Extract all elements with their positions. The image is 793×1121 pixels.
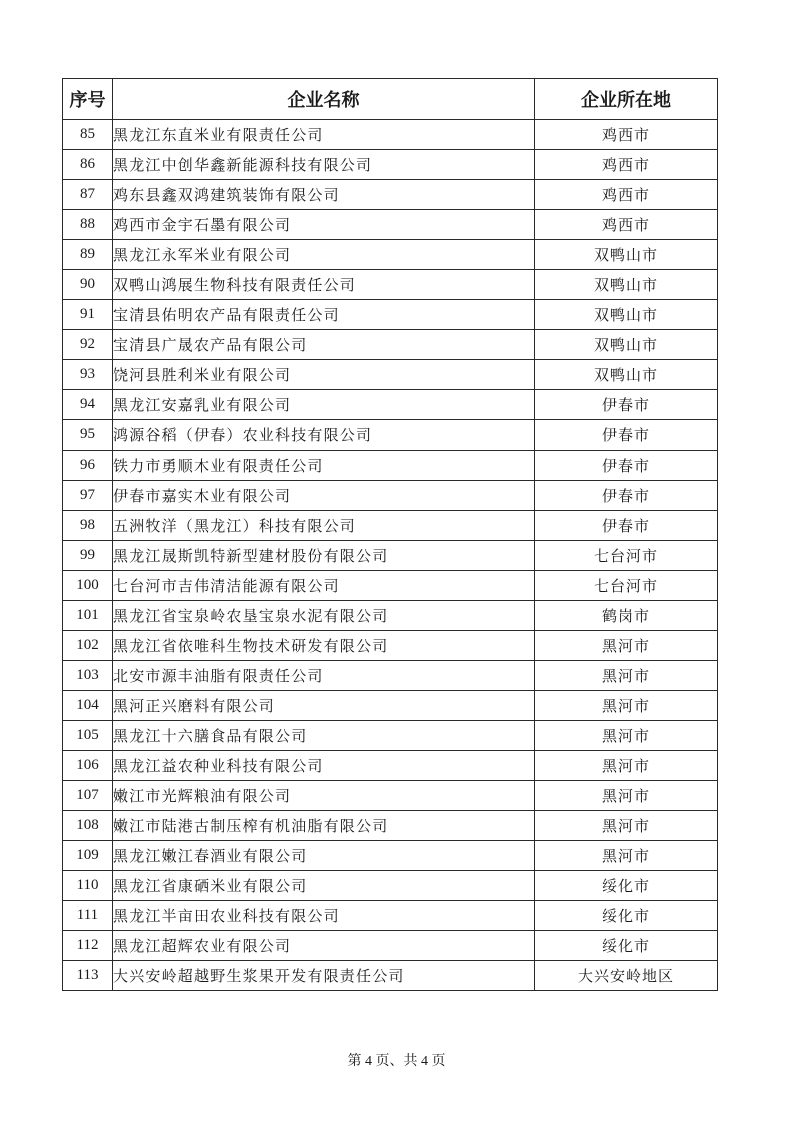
row-enterprise-location: 绥化市 [535,901,718,931]
row-serial-number: 110 [63,871,113,901]
row-serial-number: 92 [63,330,113,360]
row-enterprise-name: 黑龙江十六膳食品有限公司 [113,720,535,750]
row-enterprise-location: 双鸭山市 [535,240,718,270]
row-enterprise-location: 黑河市 [535,781,718,811]
row-enterprise-name: 黑河正兴磨料有限公司 [113,690,535,720]
row-serial-number: 111 [63,901,113,931]
row-enterprise-name: 鸡东县鑫双鸿建筑装饰有限公司 [113,180,535,210]
row-serial-number: 102 [63,630,113,660]
row-serial-number: 103 [63,660,113,690]
row-serial-number: 94 [63,390,113,420]
row-serial-number: 87 [63,180,113,210]
row-enterprise-location: 鸡西市 [535,180,718,210]
row-enterprise-location: 双鸭山市 [535,330,718,360]
row-enterprise-location: 黑河市 [535,750,718,780]
row-enterprise-name: 黑龙江半亩田农业科技有限公司 [113,901,535,931]
table-row [63,390,718,420]
row-enterprise-name: 北安市源丰油脂有限责任公司 [113,660,535,690]
row-serial-number: 91 [63,300,113,330]
row-enterprise-name: 七台河市吉伟清洁能源有限公司 [113,570,535,600]
row-enterprise-location: 绥化市 [535,931,718,961]
row-enterprise-name: 黑龙江东直米业有限责任公司 [113,120,535,150]
table-row [63,961,718,991]
row-enterprise-location: 黑河市 [535,841,718,871]
table-row [63,180,718,210]
table-row [63,630,718,660]
row-serial-number: 101 [63,600,113,630]
row-enterprise-name: 黑龙江省宝泉岭农垦宝泉水泥有限公司 [113,600,535,630]
row-enterprise-name: 黑龙江安嘉乳业有限公司 [113,390,535,420]
table-row [63,270,718,300]
row-serial-number: 109 [63,841,113,871]
row-enterprise-location: 黑河市 [535,811,718,841]
row-enterprise-name: 饶河县胜利米业有限公司 [113,360,535,390]
row-enterprise-location: 伊春市 [535,420,718,450]
row-serial-number: 105 [63,720,113,750]
table-row [63,510,718,540]
row-enterprise-location: 双鸭山市 [535,270,718,300]
table-row [63,750,718,780]
row-enterprise-name: 嫩江市陆港古制压榨有机油脂有限公司 [113,811,535,841]
row-enterprise-location: 双鸭山市 [535,300,718,330]
row-enterprise-location: 黑河市 [535,690,718,720]
row-serial-number: 90 [63,270,113,300]
table-row [63,841,718,871]
row-serial-number: 93 [63,360,113,390]
table-row [63,931,718,961]
table-row [63,871,718,901]
row-enterprise-name: 宝清县佑明农产品有限责任公司 [113,300,535,330]
row-enterprise-location: 黑河市 [535,630,718,660]
row-enterprise-location: 鸡西市 [535,150,718,180]
table-row [63,330,718,360]
table-row [63,781,718,811]
row-enterprise-name: 黑龙江省康硒米业有限公司 [113,871,535,901]
row-enterprise-name: 嫩江市光辉粮油有限公司 [113,781,535,811]
table-row [63,210,718,240]
table-header-row [63,79,718,120]
table-row [63,300,718,330]
row-enterprise-location: 伊春市 [535,390,718,420]
row-enterprise-name: 黑龙江超辉农业有限公司 [113,931,535,961]
page-number-footer: 第 4 页、共 4 页 [347,1054,446,1069]
table-row [63,420,718,450]
row-serial-number: 104 [63,690,113,720]
row-enterprise-location: 伊春市 [535,510,718,540]
row-serial-number: 112 [63,931,113,961]
row-serial-number: 86 [63,150,113,180]
table-row [63,570,718,600]
row-serial-number: 107 [63,781,113,811]
row-serial-number: 97 [63,480,113,510]
row-serial-number: 89 [63,240,113,270]
table-row [63,690,718,720]
table-row [63,540,718,570]
row-enterprise-location: 大兴安岭地区 [535,961,718,991]
row-enterprise-location: 黑河市 [535,660,718,690]
row-enterprise-location: 黑河市 [535,720,718,750]
row-enterprise-name: 双鸭山鸿展生物科技有限责任公司 [113,270,535,300]
row-enterprise-name: 黑龙江中创华鑫新能源科技有限公司 [113,150,535,180]
row-serial-number: 96 [63,450,113,480]
row-serial-number: 106 [63,750,113,780]
table-row [63,150,718,180]
row-serial-number: 98 [63,510,113,540]
row-enterprise-name: 黑龙江省依唯科生物技术研发有限公司 [113,630,535,660]
table-row [63,600,718,630]
header-enterprise-name: 企业名称 [113,79,535,120]
row-enterprise-name: 黑龙江晟斯凯特新型建材股份有限公司 [113,540,535,570]
table-row [63,480,718,510]
row-serial-number: 95 [63,420,113,450]
row-serial-number: 113 [63,961,113,991]
row-enterprise-location: 鹤岗市 [535,600,718,630]
table-row [63,901,718,931]
row-enterprise-name: 铁力市勇顺木业有限责任公司 [113,450,535,480]
row-enterprise-name: 黑龙江益农种业科技有限公司 [113,750,535,780]
row-enterprise-name: 黑龙江嫩江春酒业有限公司 [113,841,535,871]
row-enterprise-name: 五洲牧洋（黑龙江）科技有限公司 [113,510,535,540]
row-serial-number: 108 [63,811,113,841]
table-body [63,120,718,991]
row-serial-number: 100 [63,570,113,600]
table-row [63,240,718,270]
row-enterprise-name: 伊春市嘉实木业有限公司 [113,480,535,510]
table-row [63,720,718,750]
row-enterprise-location: 伊春市 [535,450,718,480]
row-enterprise-name: 宝清县广晟农产品有限公司 [113,330,535,360]
row-serial-number: 85 [63,120,113,150]
row-serial-number: 99 [63,540,113,570]
row-enterprise-name: 黑龙江永军米业有限公司 [113,240,535,270]
table-row [63,360,718,390]
row-enterprise-location: 鸡西市 [535,120,718,150]
row-enterprise-name: 大兴安岭超越野生浆果开发有限责任公司 [113,961,535,991]
row-enterprise-name: 鸡西市金宇石墨有限公司 [113,210,535,240]
row-enterprise-name: 鸿源谷稻（伊春）农业科技有限公司 [113,420,535,450]
table-row [63,450,718,480]
table-row [63,660,718,690]
table-row [63,811,718,841]
row-enterprise-location: 双鸭山市 [535,360,718,390]
row-enterprise-location: 伊春市 [535,480,718,510]
header-enterprise-location: 企业所在地 [535,79,718,120]
row-serial-number: 88 [63,210,113,240]
row-enterprise-location: 七台河市 [535,570,718,600]
row-enterprise-location: 鸡西市 [535,210,718,240]
table-row [63,120,718,150]
row-enterprise-location: 绥化市 [535,871,718,901]
header-serial-number: 序号 [63,79,113,120]
row-enterprise-location: 七台河市 [535,540,718,570]
enterprise-table [62,78,718,991]
